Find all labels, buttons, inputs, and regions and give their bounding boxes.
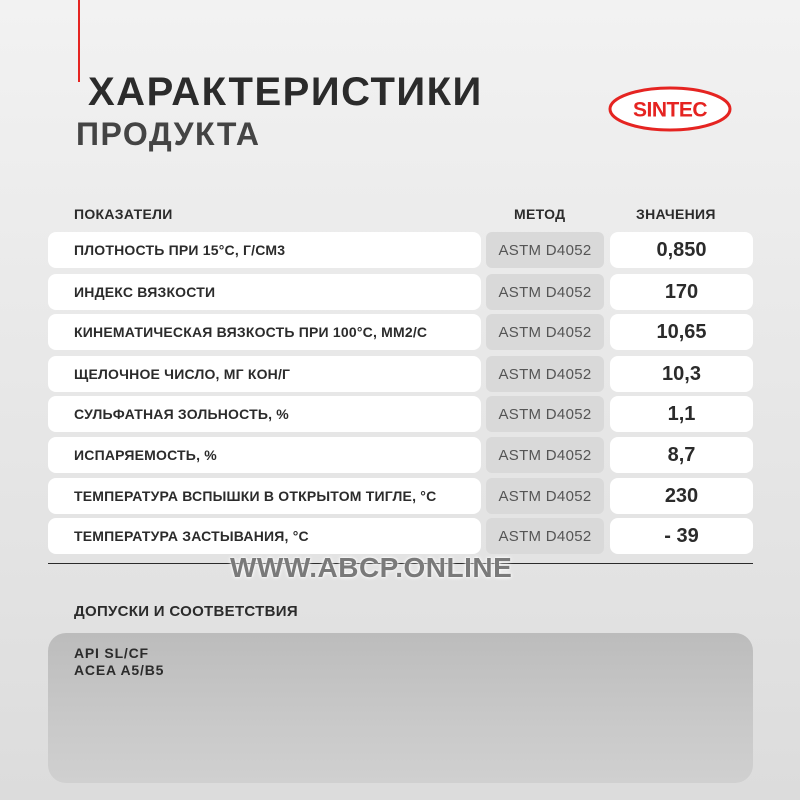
row-value: 10,3 — [610, 356, 753, 392]
row-value: 10,65 — [610, 314, 753, 350]
row-param: ИНДЕКС ВЯЗКОСТИ — [48, 274, 481, 310]
watermark: WWW.ABCP.ONLINE — [230, 552, 513, 583]
table-row — [48, 356, 753, 392]
column-header-value: ЗНАЧЕНИЯ — [636, 206, 716, 222]
row-value: 0,850 — [610, 232, 753, 268]
approvals-title: ДОПУСКИ И СООТВЕТСТВИЯ — [74, 603, 298, 620]
table-row — [48, 396, 753, 432]
row-param: ИСПАРЯЕМОСТЬ, % — [48, 437, 481, 473]
table-row — [48, 478, 753, 514]
page-title: ХАРАКТЕРИСТИКИ — [88, 70, 483, 114]
row-method: ASTM D4052 — [486, 356, 604, 392]
sintec-logo — [608, 86, 732, 132]
row-method: ASTM D4052 — [486, 437, 604, 473]
approvals-box — [48, 633, 753, 783]
table-row — [48, 518, 753, 554]
row-value: - 39 — [610, 518, 753, 554]
accent-line — [78, 0, 80, 82]
row-param: ТЕМПЕРАТУРА ВСПЫШКИ В ОТКРЫТОМ ТИГЛЕ, °С — [48, 478, 481, 514]
table-row — [48, 232, 753, 268]
row-param: ЩЕЛОЧНОЕ ЧИСЛО, МГ КОН/Г — [48, 356, 481, 392]
row-value: 230 — [610, 478, 753, 514]
approval-item: ACEA A5/B5 — [74, 662, 165, 678]
table-row — [48, 274, 753, 310]
row-method: ASTM D4052 — [486, 396, 604, 432]
row-method: ASTM D4052 — [486, 232, 604, 268]
row-param: КИНЕМАТИЧЕСКАЯ ВЯЗКОСТЬ ПРИ 100°С, ММ2/С — [48, 314, 481, 350]
row-value: 8,7 — [610, 437, 753, 473]
page-subtitle: ПРОДУКТА — [76, 116, 261, 152]
logo-text: SINTEC — [632, 98, 708, 122]
row-value: 170 — [610, 274, 753, 310]
table-row — [48, 314, 753, 350]
row-value: 1,1 — [610, 396, 753, 432]
column-header-params: ПОКАЗАТЕЛИ — [74, 206, 173, 222]
column-header-method: МЕТОД — [514, 206, 566, 222]
table-row — [48, 437, 753, 473]
row-method: ASTM D4052 — [486, 518, 604, 554]
approval-item: API SL/CF — [74, 645, 149, 661]
row-param: ПЛОТНОСТЬ ПРИ 15°С, Г/СМ3 — [48, 232, 481, 268]
row-method: ASTM D4052 — [486, 274, 604, 310]
row-param: СУЛЬФАТНАЯ ЗОЛЬНОСТЬ, % — [48, 396, 481, 432]
row-param: ТЕМПЕРАТУРА ЗАСТЫВАНИЯ, °С — [48, 518, 481, 554]
row-method: ASTM D4052 — [486, 478, 604, 514]
row-method: ASTM D4052 — [486, 314, 604, 350]
